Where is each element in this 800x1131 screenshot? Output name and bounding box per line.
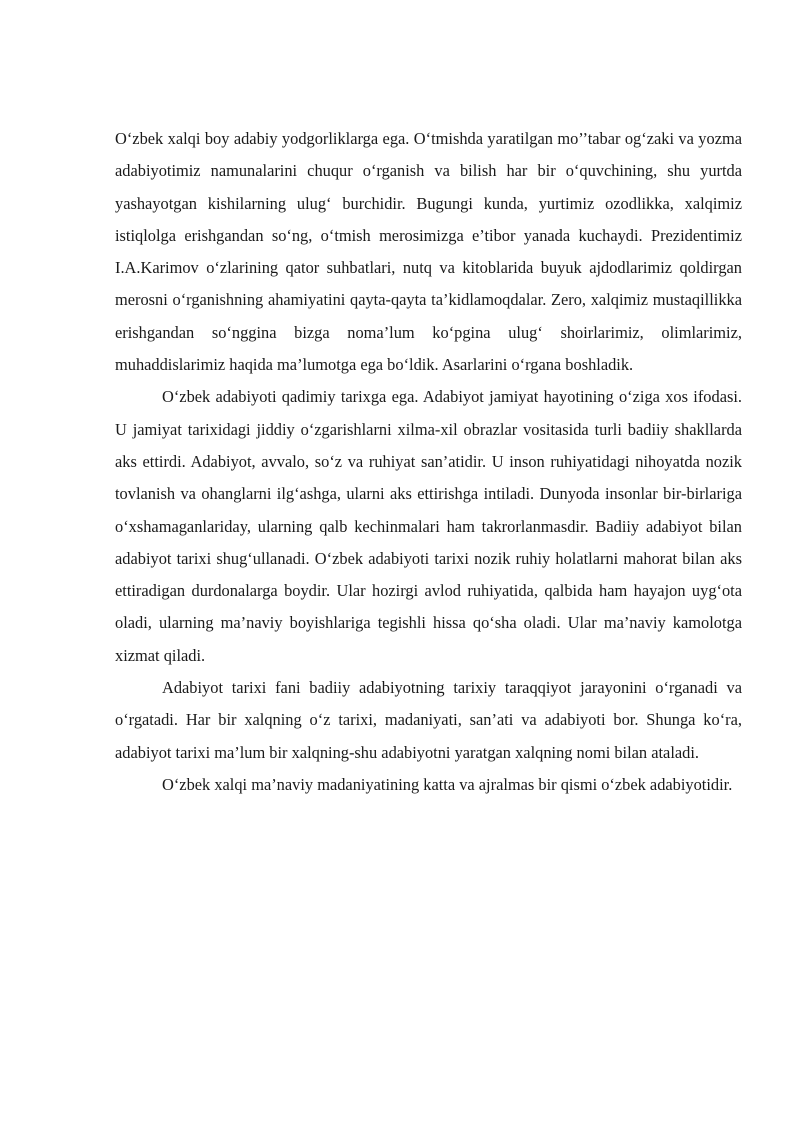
paragraph-2: O‘zbek adabiyoti qadimiy tarixga ega. Adabiyot jamiyat hayotining o‘ziga xos ifodasi. U jamiyat tarixidagi jiddiy o‘zgarishlarni xilma-xil obrazlar vositasida turli badiiy shakllarda aks ettirdi. Adabiyot, avvalo, so‘z va ruhiyat san’atidir. U inson ruhiyatidagi nihoyatda nozik tovlanish va ohanglarni ilg‘ashga, ularni aks ettirishga intiladi. Dunyoda insonlar bir-birlariga o‘xshamaganlariday, ularning qalb kechinmalari ham takrorlanmasdir. Badiiy adabiyot bilan adabiyot tarixi shug‘ullanadi. O‘zbek adabiyoti tarixi nozik ruhiy holatlarni mahorat bilan aks ettiradigan durdonalarga boydir. Ular hozirgi avlod ruhiyatida, qalbida ham hayajon uyg‘ota oladi, ularning ma’naviy boyishlariga tegishli hissa qo‘sha oladi. Ular ma’naviy kamolotga xizmat qiladi.: [115, 387, 742, 665]
paragraph-1: O‘zbek xalqi boy adabiy yodgorliklarga ega. O‘tmishda yaratilgan mo’’tabar og‘zaki va yozma adabiyotimiz namunalarini chuqur o‘rganish va bilish har bir o‘quvchining, shu yurtda yashayotgan kishilarning ulug‘ burchidir. Bugungi kunda, yurtimiz ozodlikka, xalqimiz istiqlolga erishgandan so‘ng, o‘tmish merosimizga e’tibor yanada kuchaydi. Prezidentimiz I.A.Karimov o‘zlarining qator suhbatlari, nutq va kitoblarida buyuk ajdodlarimiz qoldirgan merosni o‘rganishning ahamiyatini qayta-qayta ta’kidlamoqdalar. Zero, xalqimiz mustaqillikka erishgandan so‘nggina bizga noma’lum ko‘pgina ulug‘ shoirlarimiz, olimlarimiz, muhaddislarimiz haqida ma’lumotga ega bo‘ldik. Asarlarini o‘rgana boshladik.: [115, 129, 742, 375]
paragraph-3: Adabiyot tarixi fani badiiy adabiyotning tarixiy taraqqiyot jarayonini o‘rganadi va o‘rgatadi. Har bir xalqning o‘z tarixi, madaniyati, san’ati va adabiyoti bor. Shunga ko‘ra, adabiyot tarixi ma’lum bir xalqning-shu adabiyotni yaratgan xalqning nomi bilan ataladi.: [115, 678, 742, 762]
document-page: [115, 123, 742, 801]
paragraph-4: O‘zbek xalqi ma’naviy madaniyatining katta va ajralmas bir qismi o‘zbek adabiyotidir.: [162, 774, 733, 794]
